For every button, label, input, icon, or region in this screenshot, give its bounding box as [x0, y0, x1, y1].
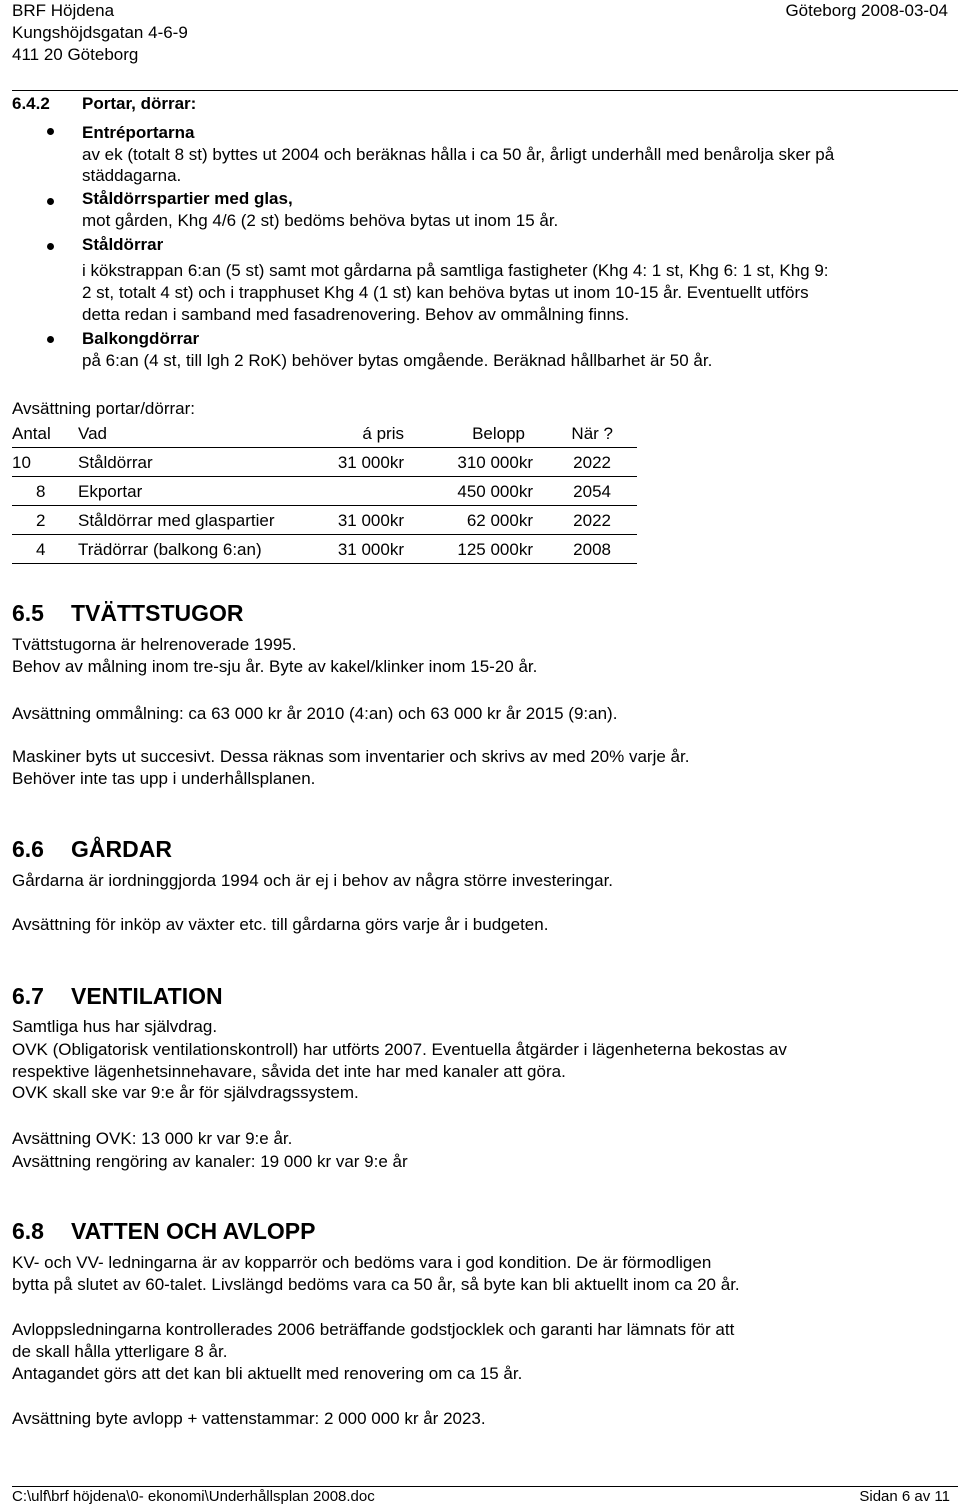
bullet-icon — [47, 128, 54, 135]
cell-nar: 2022 — [541, 506, 637, 535]
col-header: När ? — [541, 419, 637, 448]
paragraph: Behöver inte tas upp i underhållsplanen. — [12, 769, 316, 788]
col-header: á pris — [302, 419, 416, 448]
cell-pris — [302, 477, 416, 506]
item-title: Entréportarna — [82, 123, 195, 142]
cell-vad: Trädörrar (balkong 6:an) — [78, 535, 302, 564]
col-header: Antal — [12, 419, 78, 448]
item-text: detta redan i samband med fasadrenovering. Behov av ommålning finns. — [82, 305, 630, 324]
item-title: Balkongdörrar — [82, 329, 200, 348]
table-row — [12, 448, 637, 477]
table-caption: Avsättning portar/dörrar: — [12, 399, 195, 418]
cell-nar: 2054 — [541, 477, 637, 506]
cell-pris: 31 000kr — [302, 448, 416, 477]
cell-vad: Ekportar — [78, 477, 302, 506]
item-title: Ståldörrar — [82, 235, 164, 254]
cell-antal: 2 — [12, 506, 78, 535]
paragraph: OVK skall ske var 9:e år för självdragssystem. — [12, 1083, 359, 1102]
item-text: på 6:an (4 st, till lgh 2 RoK) behöver bytas omgående. Beräknad hållbarhet är 50 år. — [82, 351, 713, 370]
section-number: 6.5 — [12, 600, 44, 626]
item-text: städdagarna. — [82, 166, 182, 185]
paragraph: respektive lägenhetsinnehavare, såvida det inte har med kanaler att göra. — [12, 1062, 566, 1081]
item-text: 2 st, totalt 4 st) och i trapphuset Khg 4 (1 st) kan behöva bytas ut inom 10-15 år. Eventuellt utförs — [82, 283, 809, 302]
cell-belopp: 450 000kr — [416, 477, 541, 506]
paragraph: Avsättning ommålning: ca 63 000 kr år 2010 (4:an) och 63 000 kr år 2015 (9:an). — [12, 704, 618, 723]
header-org: BRF Höjdena — [12, 1, 115, 20]
cost-table — [12, 419, 637, 564]
cell-vad: Ståldörrar med glaspartier — [78, 506, 302, 535]
table-row — [12, 535, 637, 564]
paragraph: Behov av målning inom tre-sju år. Byte av kakel/klinker inom 15-20 år. — [12, 657, 538, 676]
header-rule — [12, 90, 958, 91]
paragraph: bytta på slutet av 60-talet. Livslängd bedöms vara ca 50 år, så byte kan bli aktuellt inom ca 20 år. — [12, 1275, 740, 1294]
header-street: Kungshöjdsgatan 4-6-9 — [12, 23, 188, 42]
section-title: VENTILATION — [71, 983, 223, 1009]
cell-belopp: 125 000kr — [416, 535, 541, 564]
cell-belopp: 62 000kr — [416, 506, 541, 535]
cell-antal: 8 — [12, 477, 78, 506]
paragraph: Maskiner byts ut succesivt. Dessa räknas som inventarier och skrivs av med 20% varje år. — [12, 747, 690, 766]
cell-antal: 10 — [12, 448, 78, 477]
paragraph: Gårdarna är iordninggjorda 1994 och är ej i behov av några större investeringar. — [12, 871, 614, 890]
section-number: 6.7 — [12, 983, 44, 1009]
paragraph: KV- och VV- ledningarna är av kopparrör och bedöms vara i god kondition. De är förmodligen — [12, 1253, 712, 1272]
section-title: Portar, dörrar: — [82, 94, 197, 113]
cell-belopp: 310 000kr — [416, 448, 541, 477]
paragraph: Avsättning byte avlopp + vattenstammar: 2 000 000 kr år 2023. — [12, 1409, 486, 1428]
cell-nar: 2008 — [541, 535, 637, 564]
cell-antal: 4 — [12, 535, 78, 564]
table-header-row — [12, 419, 637, 448]
item-text: mot gården, Khg 4/6 (2 st) bedöms behöva bytas ut inom 15 år. — [82, 211, 559, 230]
section-number: 6.4.2 — [12, 94, 50, 113]
section-number: 6.6 — [12, 836, 44, 862]
cell-pris: 31 000kr — [302, 535, 416, 564]
header-postal: 411 20 Göteborg — [12, 45, 139, 64]
footer-rule — [12, 1486, 958, 1487]
bullet-icon — [47, 336, 54, 343]
table-row — [12, 477, 637, 506]
paragraph: Antagandet görs att det kan bli aktuellt med renovering om ca 15 år. — [12, 1364, 523, 1383]
table-row — [12, 506, 637, 535]
paragraph: de skall hålla ytterligare 8 år. — [12, 1342, 228, 1361]
item-title: Ståldörrspartier med glas, — [82, 189, 293, 208]
bullet-icon — [47, 243, 54, 250]
header-place-date: Göteborg 2008-03-04 — [785, 1, 948, 20]
paragraph: Avsättning OVK: 13 000 kr var 9:e år. — [12, 1129, 293, 1148]
section-title: VATTEN OCH AVLOPP — [71, 1218, 316, 1244]
footer-page: Sidan 6 av 11 — [859, 1488, 950, 1505]
section-title: GÅRDAR — [71, 836, 172, 862]
paragraph: Samtliga hus har självdrag. — [12, 1017, 218, 1036]
cell-pris: 31 000kr — [302, 506, 416, 535]
footer-path: C:\ulf\brf höjdena\0- ekonomi\Underhållsplan 2008.doc — [12, 1488, 375, 1505]
paragraph: Avsättning rengöring av kanaler: 19 000 kr var 9:e år — [12, 1152, 408, 1171]
bullet-icon — [47, 198, 54, 205]
cell-nar: 2022 — [541, 448, 637, 477]
paragraph: Tvättstugorna är helrenoverade 1995. — [12, 635, 297, 654]
section-title: TVÄTTSTUGOR — [71, 600, 244, 626]
paragraph: Avsättning för inköp av växter etc. till gårdarna görs varje år i budgeten. — [12, 915, 549, 934]
paragraph: Avloppsledningarna kontrollerades 2006 beträffande godstjocklek och garanti har lämnats för att — [12, 1320, 735, 1339]
col-header: Vad — [78, 419, 302, 448]
item-text: av ek (totalt 8 st) byttes ut 2004 och beräknas hålla i ca 50 år, årligt underhåll med benårolja sker på — [82, 145, 835, 164]
paragraph: OVK (Obligatorisk ventilationskontroll) har utförts 2007. Eventuella åtgärder i lägenheterna bekostas av — [12, 1040, 787, 1059]
item-text: i kökstrappan 6:an (5 st) samt mot gårdarna på samtliga fastigheter (Khg 4: 1 st, Khg 6: 1 st, Khg 9: — [82, 261, 829, 280]
section-number: 6.8 — [12, 1218, 44, 1244]
cell-vad: Ståldörrar — [78, 448, 302, 477]
col-header: Belopp — [416, 419, 541, 448]
